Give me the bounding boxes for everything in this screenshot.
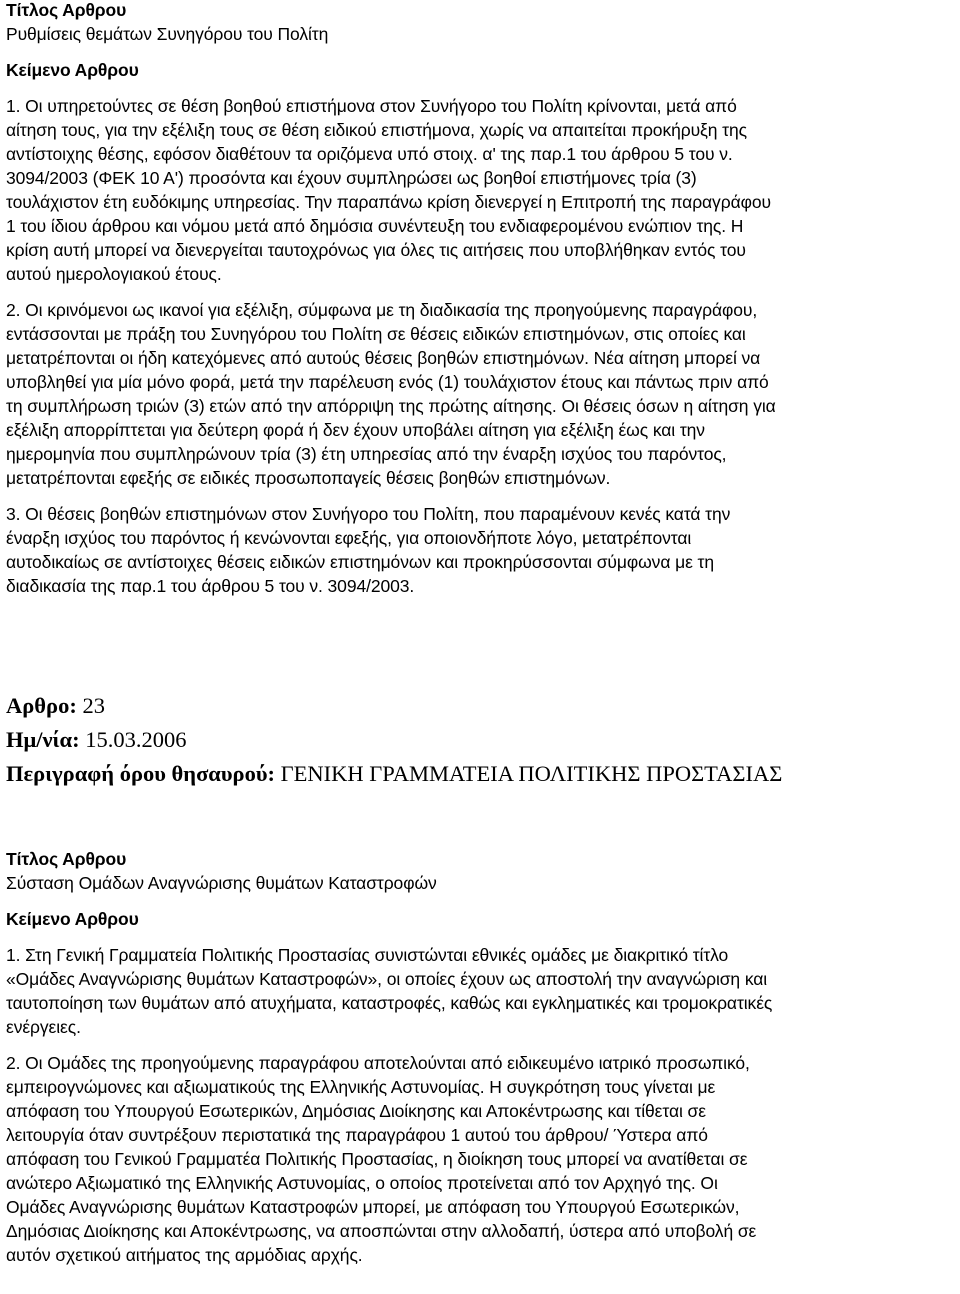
paragraph-line: Ομάδες Αναγνώρισης θυμάτων Καταστροφών μπορεί, με απόφαση του Υπουργού Εσωτερικών, (6, 1197, 740, 1217)
paragraph-line: αίτηση τους, για την εξέλιξη τους σε θέση ειδικού επιστήμονα, χωρίς να απαιτείται προκήρυξη της (6, 120, 747, 140)
paragraph-line: 1 του ίδιου άρθρου και νόμου μετά από δημόσια συνέντευξη του ενδιαφερομένου ενώπιον της. Η (6, 216, 744, 236)
paragraph-line: ενέργειες. (6, 1017, 81, 1037)
paragraph-line: 1. Οι υπηρετούντες σε θέση βοηθού επιστήμονα στον Συνήγορο του Πολίτη κρίνονται, μετά από (6, 96, 737, 116)
paragraph-line: εντάσσονται με πράξη του Συνηγόρου του Πολίτη σε θέσεις ειδικών επιστημόνων, στις οποίες και (6, 324, 746, 344)
article-1 (6, 0, 776, 610)
article-1-paragraph-3 (6, 502, 776, 598)
article-1-title-label: Τίτλος Αρθρου (6, 0, 127, 20)
article-1-title: Ρυθμίσεις θεμάτων Συνηγόρου του Πολίτη (6, 24, 329, 44)
paragraph-line: τη συμπλήρωση τριών (3) ετών από την απόρριψη της πρώτης αίτησης. Οι θέσεις όσων η αίτηση για (6, 396, 776, 416)
paragraph-line: 3094/2003 (ΦΕΚ 10 Α') προσόντα και έχουν συμπληρώσει ως βοηθοί επιστήμονες τρία (3) (6, 168, 697, 188)
paragraph-line: Δημόσιας Διοίκησης και Αποκέντρωσης, να αποσπώνται στην αλλοδαπή, ύστερα από υποβολή σε (6, 1221, 757, 1241)
paragraph-line: απόφαση του Γενικού Γραμματέα Πολιτικής Προστασίας, η διοίκηση τους μπορεί να ανατίθεται σε (6, 1149, 748, 1169)
date-row (6, 723, 782, 757)
paragraph-line: εξέλιξη απορρίπτεται για δεύτερη φορά ή δεν έχουν υποβάλει αίτηση για εξέλιξη έως και την (6, 420, 705, 440)
article-1-paragraph-2 (6, 298, 776, 490)
paragraph-line: αυτού ημερολογιακού έτους. (6, 264, 222, 284)
thesaurus-label: Περιγραφή όρου θησαυρού: (6, 761, 276, 786)
paragraph-line: ανώτερο Αξιωματικό της Ελληνικής Αστυνομίας, ο οποίος προτείνεται από τον Αρχηγό της. Οι (6, 1173, 718, 1193)
paragraph-line: εμπειρογνώμονες και αξιωματικούς της Ελληνικής Αστυνομίας. Η συγκρότηση τους γίνεται με (6, 1077, 716, 1097)
paragraph-line: 1. Στη Γενική Γραμματεία Πολιτικής Προστασίας συνιστώνται εθνικές ομάδες με διακριτικό τίτλο (6, 945, 729, 965)
paragraph-line: λειτουργία όταν συντρέξουν περιστατικά της παραγράφου 1 αυτού του άρθρου/ Ύστερα από (6, 1125, 708, 1145)
thesaurus-value: ΓΕΝΙΚΗ ΓΡΑΜΜΑΤΕΙΑ ΠΟΛΙΤΙΚΗΣ ΠΡΟΣΤΑΣΙΑΣ (280, 761, 783, 786)
paragraph-line: ταυτοποίηση των θυμάτων από ατυχήματα, καταστροφές, καθώς και εγκληματικές και τρομοκρατικές (6, 993, 773, 1013)
paragraph-line: αντίστοιχης θέσης, εφόσον διαθέτουν τα οριζόμενα υπό στοιχ. α' της παρ.1 του άρθρου 5 του ν. (6, 144, 733, 164)
paragraph-line: διαδικασία της παρ.1 του άρθρου 5 του ν. 3094/2003. (6, 576, 415, 596)
article-2-paragraph-1 (6, 943, 772, 1039)
paragraph-line: τουλάχιστον έτη ευδόκιμης υπηρεσίας. Την παραπάνω κρίση διενεργεί η Επιτροπή της παραγράφου (6, 192, 771, 212)
article-meta (6, 689, 782, 791)
article-1-paragraph-1 (6, 94, 776, 286)
paragraph-line: έναρξη ισχύος του παρόντος ή κενώνονται εφεξής, για οποιονδήποτε λόγο, μετατρέπονται (6, 528, 692, 548)
article-number-label: Αρθρο: (6, 693, 77, 718)
article-number-row (6, 689, 782, 723)
paragraph-line: κρίση αυτή μπορεί να διενεργείται ταυτοχρόνως για όλες τις αιτήσεις που υποβλήθηκαν εντός του (6, 240, 746, 260)
paragraph-line: απόφαση του Υπουργού Εσωτερικών, Δημόσιας Διοίκησης και Αποκέντρωσης και τίθεται σε (6, 1101, 706, 1121)
article-2-text-label: Κείμενο Αρθρου (6, 909, 139, 929)
paragraph-line: «Ομάδες Αναγνώρισης θυμάτων Καταστροφών», οι οποίες έχουν ως αποστολή την αναγνώριση και (6, 969, 768, 989)
paragraph-line: υποβληθεί για μία μόνο φορά, μετά την παρέλευση ενός (1) τουλάχιστον έτους και πάντως πριν από (6, 372, 769, 392)
paragraph-line: αυτόν σχετικού αιτήματος της αρμόδιας αρχής. (6, 1245, 363, 1265)
paragraph-line: μετατρέπονται οι ήδη κατεχόμενες από αυτούς θέσεις βοηθών επιστημόνων. Νέα αίτηση μπορεί να (6, 348, 761, 368)
paragraph-line: αυτοδικαίως σε αντίστοιχες θέσεις ειδικών επιστημόνων και προκηρύσσονται σύμφωνα με τη (6, 552, 714, 572)
paragraph-line: μετατρέπονται εφεξής σε ειδικές προσωποπαγείς θέσεις βοηθών επιστημόνων. (6, 468, 611, 488)
article-1-text-label: Κείμενο Αρθρου (6, 60, 139, 80)
article-1-body (6, 94, 776, 598)
paragraph-line: ημερομηνία που συμπληρώνουν τρία (3) έτη υπηρεσίας από την έναρξη ισχύος του παρόντος, (6, 444, 727, 464)
date-label: Ημ/νία: (6, 727, 80, 752)
date-value: 15.03.2006 (85, 727, 187, 752)
article-number-value: 23 (82, 693, 105, 718)
paragraph-line: 2. Οι κρινόμενοι ως ικανοί για εξέλιξη, σύμφωνα με τη διαδικασία της προηγούμενης παραγράφου, (6, 300, 758, 320)
paragraph-line: 2. Οι Ομάδες της προηγούμενης παραγράφου αποτελούνται από ειδικευμένο ιατρικό προσωπικό, (6, 1053, 750, 1073)
article-2-title: Σύσταση Ομάδων Αναγνώρισης θυμάτων Καταστροφών (6, 873, 437, 893)
article-2 (6, 847, 772, 1279)
article-2-body (6, 943, 772, 1267)
paragraph-line: 3. Οι θέσεις βοηθών επιστημόνων στον Συνήγορο του Πολίτη, που παραμένουν κενές κατά την (6, 504, 731, 524)
article-2-title-label: Τίτλος Αρθρου (6, 849, 127, 869)
thesaurus-row (6, 757, 782, 791)
article-2-paragraph-2 (6, 1051, 772, 1267)
